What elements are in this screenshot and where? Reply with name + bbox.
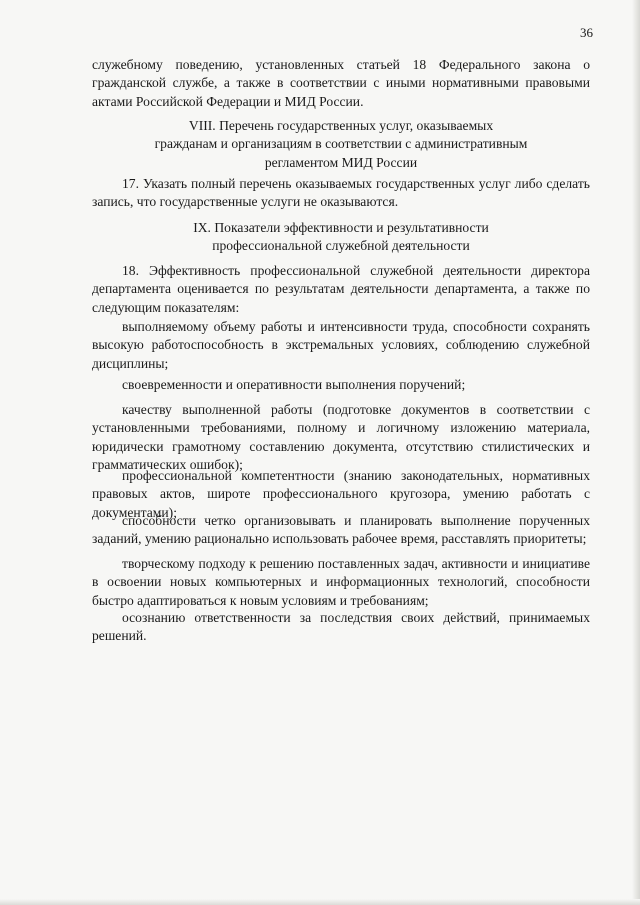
page-number: 36 (580, 25, 593, 40)
indicator-competence: профессиональной компетентности (знанию законодательных, нормативных правовых актов, широте профессионального кругозора, умению работать с документами); (92, 468, 590, 520)
indicator-timeliness: своевременности и оперативности выполнения поручений; (122, 377, 466, 392)
section-9-title-line-2: профессиональной служебной деятельности (212, 238, 470, 254)
indicator-responsibility: осознанию ответственности за последствия своих действий, принимаемых решений. (92, 610, 590, 644)
indicator-workload: выполняемому объему работы и интенсивности труда, способности сохранять высокую работоспособность в экстремальных условиях, соблюдению служебной дисциплины; (92, 319, 590, 371)
section-9-heading (92, 219, 590, 256)
section-8-title-line-1: VIII. Перечень государственных услуг, оказываемых (188, 118, 494, 133)
section-9-title-line-1: IX. Показатели эффективности и результативности (193, 220, 489, 235)
indicator-creativity: творческому подходу к решению поставленных задач, активности и инициативе в освоении новых компьютерных и информационных технологий, способности быстро адаптироваться к новым условиям и требованиям; (92, 556, 590, 608)
intro-paragraph: служебному поведению, установленных статьей 18 Федерального закона о гражданской службе, а также в соответствии с иными нормативными правовыми актами Российской Федерации и МИД России. (92, 57, 590, 109)
scan-edge-right (632, 0, 640, 905)
section-8-title-line-2: гражданам и организациям в соответствии с административным (154, 136, 528, 152)
scan-edge-bottom (0, 899, 640, 905)
item-17-paragraph: 17. Указать полный перечень оказываемых государственных услуг либо сделать запись, что государственные услуги не оказываются. (92, 176, 590, 210)
section-8-heading (92, 117, 590, 172)
indicator-organization: способности четко организовывать и планировать выполнение порученных заданий, умению рационально использовать рабочее время, расставлять приоритеты; (92, 513, 590, 547)
section-8-title-line-3: регламентом МИД России (264, 154, 418, 170)
item-18-paragraph: 18. Эффективность профессиональной служебной деятельности директора департамента оценивается по результатам деятельности департамента, а также по следующим показателям: (92, 263, 590, 315)
indicator-quality: качеству выполненной работы (подготовке документов в соответствии с установленными требованиями, полному и логичному изложению материала, юридически грамотному составлению документа, отсутствию стилистических и грамматических ошибок); (92, 402, 590, 473)
